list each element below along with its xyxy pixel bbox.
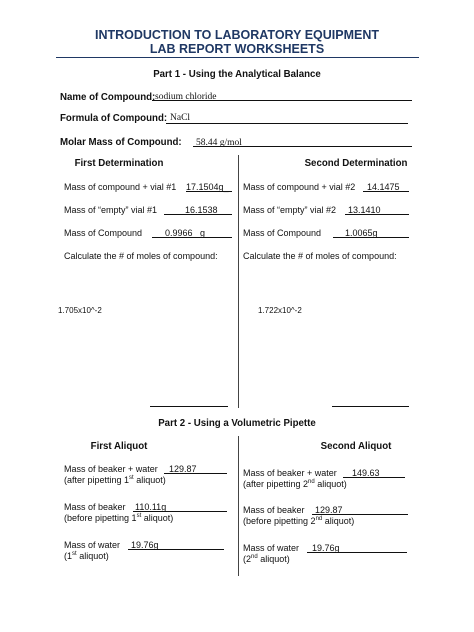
first-aliquot-heading: First Aliquot <box>90 441 148 452</box>
first-after-pipetting-note: (after pipetting 1st aliquot) <box>64 475 166 485</box>
second-mass-compound-label: Mass of Compound <box>243 228 322 238</box>
first-beaker-water-value: 129.87 <box>169 464 197 474</box>
first-empty-vial-underline <box>164 214 232 215</box>
formula-label: Formula of Compound: <box>60 113 168 124</box>
molar-mass-label: Molar Mass of Compound: <box>60 137 182 148</box>
first-aliquot-note: (1st aliquot) <box>64 551 109 561</box>
first-mass-compound-value: 0.9966 g <box>165 228 206 238</box>
second-aliquot-heading: Second Aliquot <box>320 441 392 452</box>
second-moles-value: 1.722x10^-2 <box>258 306 302 315</box>
first-determination-heading: First Determination <box>74 158 164 169</box>
first-mass-compound-underline <box>152 237 232 238</box>
part2-heading: Part 2 - Using a Volumetric Pipette <box>158 418 316 429</box>
second-mass-vial-label: Mass of compound + vial #2 <box>243 182 356 192</box>
second-beaker-value: 129.87 <box>315 505 343 515</box>
second-before-pipetting-note: (before pipetting 2nd aliquot) <box>243 516 355 526</box>
second-water-underline <box>307 552 407 553</box>
compound-name-value: sodium chloride <box>155 92 217 102</box>
first-moles-value: 1.705x10^-2 <box>58 306 102 315</box>
second-aliquot-note: (2nd aliquot) <box>243 554 290 564</box>
first-beaker-water-underline <box>164 473 227 474</box>
first-beaker-value: 110.11g <box>135 502 167 512</box>
second-beaker-underline <box>312 514 408 515</box>
second-mass-compound-underline <box>333 237 409 238</box>
second-water-label: Mass of water <box>243 543 300 553</box>
first-water-underline <box>128 549 224 550</box>
second-after-pipetting-note: (after pipetting 2nd aliquot) <box>243 479 347 489</box>
first-mass-vial-underline <box>186 191 232 192</box>
first-beaker-underline <box>133 511 227 512</box>
second-moles-answer-line <box>332 406 409 407</box>
second-moles-label: Calculate the # of moles of compound: <box>243 251 397 261</box>
second-beaker-water-underline <box>343 477 405 478</box>
compound-name-label: Name of Compound: <box>60 92 156 103</box>
second-mass-compound-value: 1.0065g <box>345 228 378 238</box>
first-water-value: 19.76g <box>131 540 159 550</box>
first-moles-answer-line <box>150 406 228 407</box>
second-water-value: 19.76g <box>312 543 340 553</box>
title-underline <box>56 57 419 58</box>
first-empty-vial-label: Mass of “empty” vial #1 <box>64 205 158 215</box>
compound-name-underline <box>152 100 412 101</box>
first-mass-vial-value: 17.1504g_ <box>186 182 229 192</box>
second-determination-heading: Second Determination <box>304 158 408 169</box>
part1-heading: Part 1 - Using the Analytical Balance <box>153 69 321 80</box>
second-beaker-label: Mass of beaker <box>243 505 305 515</box>
first-beaker-water-label: Mass of beaker + water <box>64 464 158 474</box>
first-mass-vial-label: Mass of compound + vial #1 <box>64 182 177 192</box>
first-mass-compound-label: Mass of Compound <box>64 228 143 238</box>
worksheet-title-line2: LAB REPORT WORKSHEETS <box>149 42 325 56</box>
second-beaker-water-value: 149.63 <box>352 468 380 478</box>
worksheet-title-line1: INTRODUCTION TO LABORATORY EQUIPMENT <box>94 28 380 42</box>
molar-mass-underline <box>193 146 412 147</box>
first-before-pipetting-note: (before pipetting 1st aliquot) <box>64 513 174 523</box>
first-empty-vial-value: 16.1538 <box>185 205 218 215</box>
second-empty-vial-value: 13.1410 <box>348 205 381 215</box>
first-beaker-label: Mass of beaker <box>64 502 126 512</box>
second-mass-vial-value: 14.1475 <box>367 182 400 192</box>
formula-underline <box>166 123 408 124</box>
second-beaker-water-label: Mass of beaker + water <box>243 468 337 478</box>
part2-column-divider <box>238 436 239 576</box>
second-mass-vial-underline <box>363 191 409 192</box>
formula-value: NaCl <box>170 113 191 123</box>
second-empty-vial-underline <box>345 214 409 215</box>
first-moles-label: Calculate the # of moles of compound: <box>64 251 218 261</box>
second-empty-vial-label: Mass of “empty” vial #2 <box>243 205 337 215</box>
molar-mass-value: 58.44 g/mol <box>196 138 242 148</box>
part1-column-divider <box>238 155 239 408</box>
first-water-label: Mass of water <box>64 540 121 550</box>
